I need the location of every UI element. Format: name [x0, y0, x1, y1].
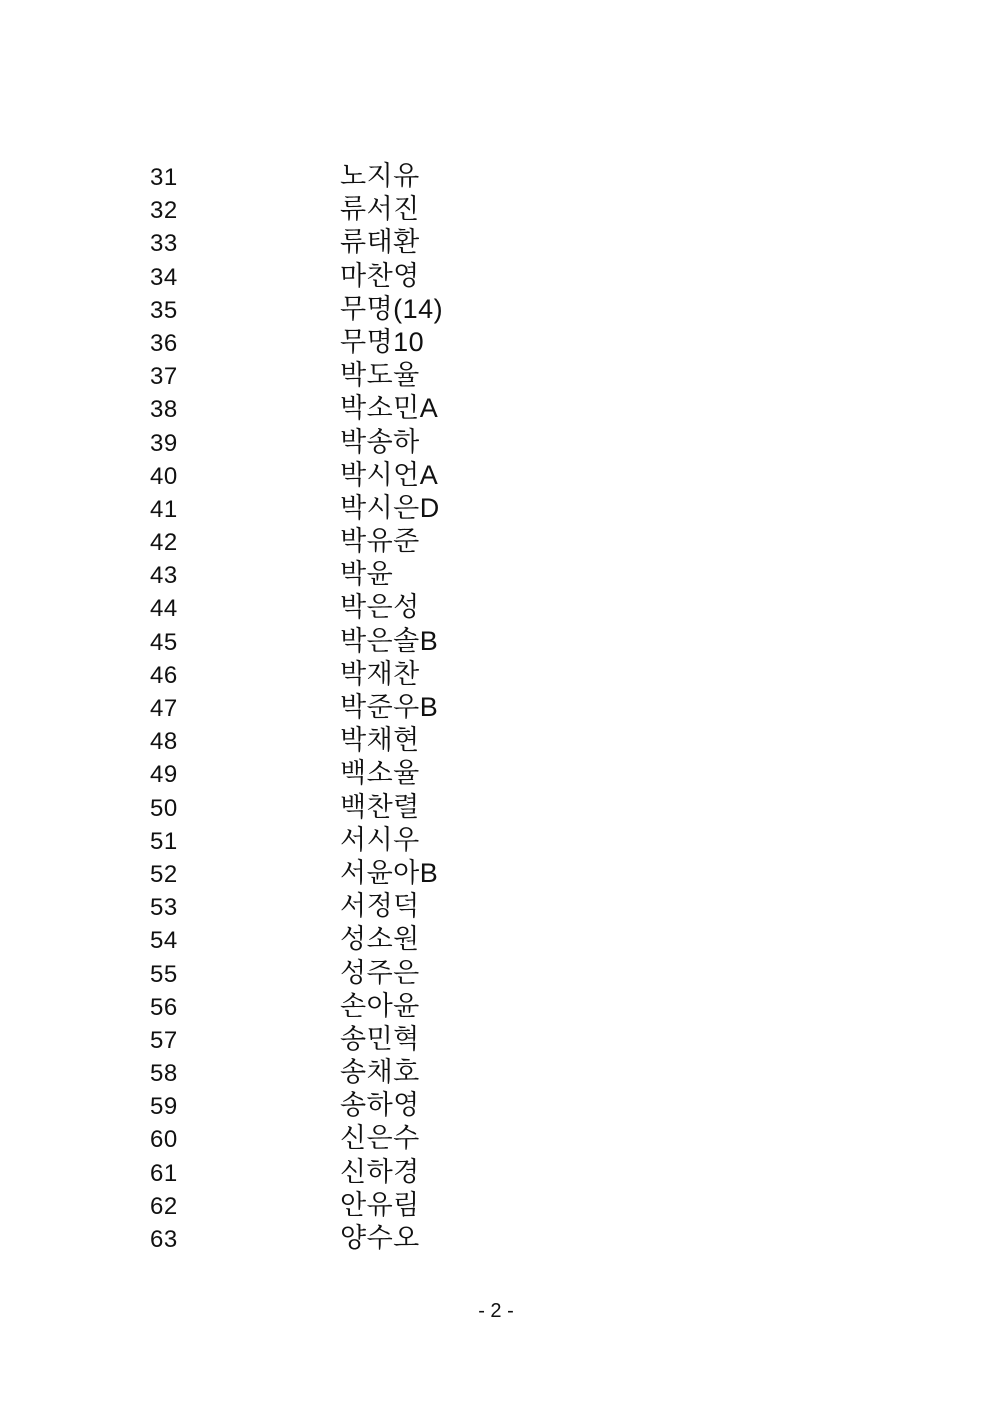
list-item-name: 서정덕	[340, 891, 420, 922]
list-item-number: 31	[150, 164, 178, 191]
list-item	[150, 193, 850, 226]
list-item	[150, 558, 850, 591]
list-item-name: 서시우	[340, 824, 420, 855]
list-item-name: 안유림	[340, 1189, 420, 1220]
list-item-number: 39	[150, 429, 178, 457]
list-item	[150, 260, 850, 293]
list-item-name: 박시언A	[340, 459, 439, 490]
list-item-name: 박유준	[340, 526, 420, 557]
list-item-name: 백소율	[340, 758, 420, 789]
list-item-name: 박시은D	[340, 492, 440, 523]
list-item	[150, 1156, 850, 1189]
list-item-name: 송채호	[340, 1057, 420, 1088]
list-item	[150, 857, 850, 890]
list-item-name: 송하영	[340, 1090, 420, 1121]
list-item	[150, 392, 850, 425]
page-number: - 2 -	[478, 1300, 514, 1322]
list-item-number: 49	[150, 761, 178, 789]
list-item-number: 38	[150, 396, 178, 424]
list-item-name: 노지유	[340, 161, 420, 191]
list-item-name: 박도율	[340, 360, 420, 391]
list-item	[150, 791, 850, 824]
list-item-name: 송민혁	[340, 1023, 420, 1054]
list-item-name: 무명(14)	[340, 293, 444, 324]
list-item	[150, 1023, 850, 1056]
list-item	[150, 1089, 850, 1122]
list-item	[150, 359, 850, 392]
list-item	[150, 658, 850, 691]
list-item-number: 61	[150, 1159, 178, 1187]
list-item-number: 42	[150, 529, 178, 557]
list-item	[150, 492, 850, 525]
list-item	[150, 1189, 850, 1222]
list-item-name: 손아윤	[340, 990, 420, 1021]
list-item-name: 박은성	[340, 592, 420, 623]
list-item-number: 57	[150, 1026, 178, 1054]
list-item-number: 34	[150, 263, 178, 291]
list-item	[150, 226, 850, 259]
list-item-number: 63	[150, 1226, 178, 1253]
list-item-number: 62	[150, 1192, 178, 1220]
list-item-name: 박재찬	[340, 658, 420, 689]
list-item-name: 성소원	[340, 924, 420, 955]
list-item-number: 43	[150, 562, 178, 590]
list-item-number: 48	[150, 728, 178, 756]
list-item-name: 신하경	[340, 1156, 420, 1187]
list-item-number: 37	[150, 363, 178, 391]
list-item	[150, 293, 850, 326]
list-item-name: 서윤아B	[340, 857, 439, 888]
list-item	[150, 625, 850, 658]
list-item-name: 박준우B	[340, 692, 439, 722]
list-item-number: 35	[150, 296, 178, 324]
list-item-number: 33	[150, 230, 178, 258]
list-item-number: 41	[150, 495, 178, 523]
list-item-number: 45	[150, 628, 178, 656]
list-item-name: 박소민A	[340, 393, 439, 424]
list-item-name: 성주은	[340, 957, 420, 988]
list-item-name: 박은솔B	[340, 625, 439, 656]
name-list	[150, 160, 850, 1255]
list-item-number: 55	[150, 960, 178, 988]
list-item	[150, 160, 850, 193]
list-item	[150, 459, 850, 492]
list-item-name: 신은수	[340, 1123, 420, 1154]
list-item-name: 마찬영	[340, 260, 420, 291]
list-item-number: 54	[150, 927, 178, 955]
list-item-number: 58	[150, 1060, 178, 1088]
list-item	[150, 1122, 850, 1155]
list-item-name: 류서진	[340, 194, 420, 225]
list-item	[150, 990, 850, 1023]
list-item-number: 36	[150, 329, 178, 357]
list-item-name: 무명10	[340, 326, 425, 357]
list-item	[150, 923, 850, 956]
list-item-name: 박채현	[340, 725, 420, 756]
list-item	[150, 591, 850, 624]
list-item-number: 59	[150, 1093, 178, 1121]
list-item-number: 51	[150, 827, 178, 855]
list-item	[150, 824, 850, 857]
list-item	[150, 525, 850, 558]
list-item-name: 양수오	[340, 1223, 420, 1253]
list-item	[150, 757, 850, 790]
list-item-number: 56	[150, 993, 178, 1021]
list-item	[150, 691, 850, 724]
list-item	[150, 326, 850, 359]
list-item	[150, 724, 850, 757]
list-item-name: 박윤	[340, 559, 394, 590]
list-item-number: 53	[150, 894, 178, 922]
list-item-name: 백찬렬	[340, 791, 420, 822]
list-item-name: 류태환	[340, 227, 420, 258]
list-item	[150, 1056, 850, 1089]
list-item	[150, 1222, 850, 1255]
list-item-number: 52	[150, 860, 178, 888]
list-item-number: 46	[150, 661, 178, 689]
list-item	[150, 890, 850, 923]
list-item-number: 47	[150, 695, 178, 722]
list-item-number: 50	[150, 794, 178, 822]
list-item-number: 32	[150, 197, 178, 225]
list-item-number: 44	[150, 595, 178, 623]
list-item	[150, 957, 850, 990]
list-item-number: 60	[150, 1126, 178, 1154]
list-item-number: 40	[150, 462, 178, 490]
list-item-name: 박송하	[340, 426, 420, 457]
list-item	[150, 426, 850, 459]
